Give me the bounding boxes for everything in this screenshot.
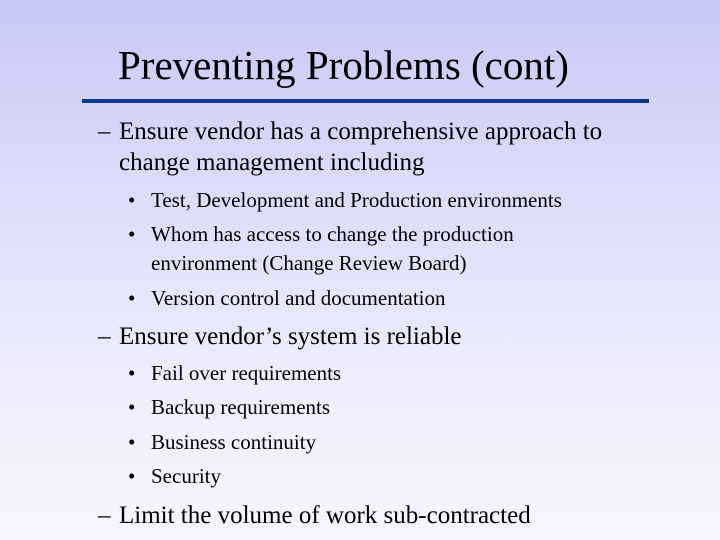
title-underline	[82, 99, 649, 103]
subitem-text-line: Fail over requirements	[151, 361, 342, 385]
subitem-text-line: environment (Change Review Board)	[151, 251, 467, 275]
item-text-line: Ensure vendor’s system is reliable	[119, 323, 462, 350]
subitem-text-line: Business continuity	[151, 430, 317, 454]
bullet-dot: •	[128, 286, 136, 310]
bullet-dot: •	[128, 222, 136, 246]
subitem-text-line: Whom has access to change the production	[151, 222, 514, 246]
dash-bullet: –	[98, 118, 111, 145]
item-text-line: Ensure vendor has a comprehensive approach to	[119, 118, 603, 145]
bullet-dot: •	[128, 188, 136, 212]
bullet-dot: •	[128, 361, 136, 385]
dash-bullet: –	[98, 502, 111, 529]
bullet-dot: •	[128, 430, 136, 454]
item-text-line: Limit the volume of work sub-contracted	[119, 502, 531, 529]
dash-bullet: –	[98, 323, 111, 350]
item-text-line: change management including	[119, 149, 425, 176]
subitem-text-line: Security	[151, 464, 221, 488]
subitem-text-line: Test, Development and Production environments	[151, 188, 562, 212]
bullet-dot: •	[128, 395, 136, 419]
bullet-dot: •	[128, 464, 136, 488]
slide-title: Preventing Problems (cont)	[118, 42, 569, 88]
subitem-text-line: Backup requirements	[151, 395, 331, 419]
subitem-text-line: Version control and documentation	[151, 286, 446, 310]
